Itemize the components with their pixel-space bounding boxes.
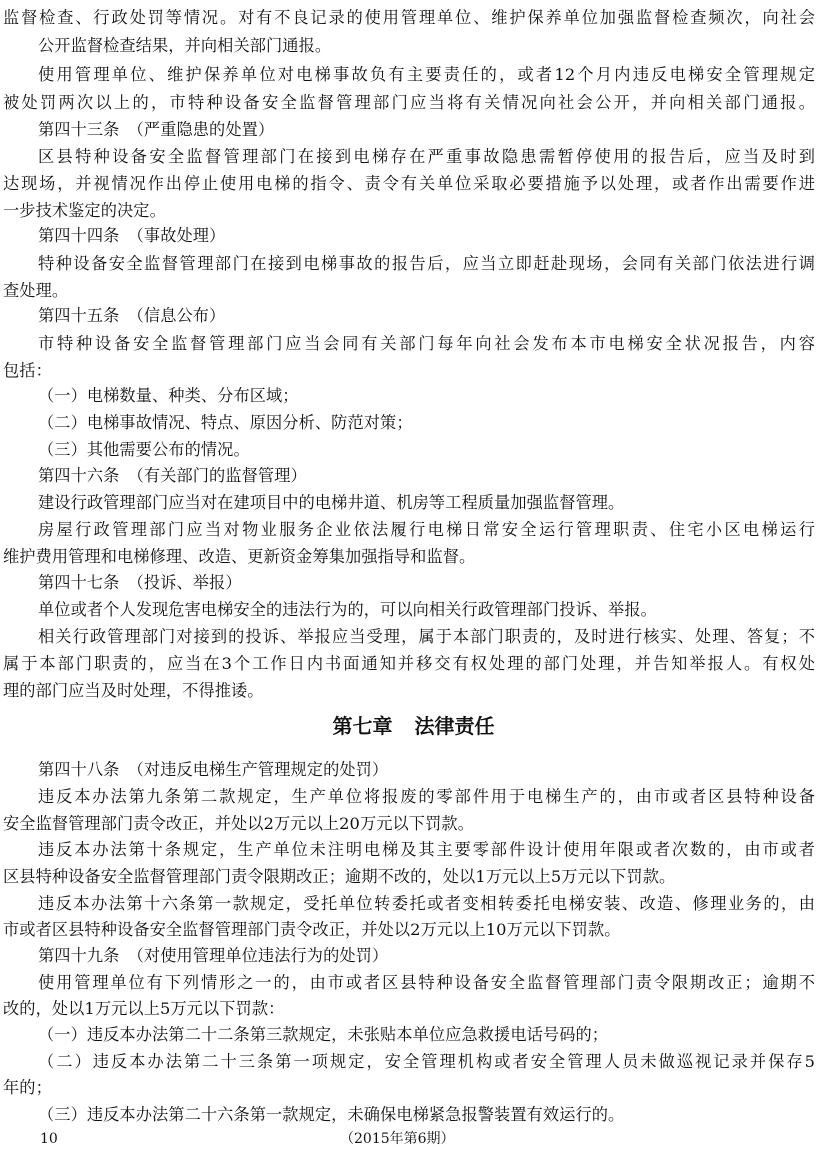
text-line: 属于本部门职责的，应当在3个工作日内书面通知并移交有权处理的部门处理，并告知举报人。有权处 xyxy=(3,654,815,673)
chapter-heading xyxy=(0,711,827,741)
text-line: 被处罚两次以上的，市特种设备安全监督管理部门应当将有关情况向社会公开，并向相关部门通报。 xyxy=(3,93,815,112)
article-heading: 第四十七条 （投诉、举报） xyxy=(38,573,242,592)
text-line: 年的； xyxy=(3,1078,52,1097)
article-heading: 第四十九条 （对使用管理单位违法行为的处罚） xyxy=(38,946,389,965)
article-heading: 第四十四条 （事故处理） xyxy=(38,226,226,245)
article-heading: 第四十八条 （对违反电梯生产管理规定的处罚） xyxy=(38,760,389,779)
issue-label: （2015年第6期） xyxy=(340,1131,455,1147)
list-item: （三）其他需要公布的情况。 xyxy=(38,440,250,459)
text-line: 市或者区县特种设备安全监督管理部门责令改正，并处以2万元以上10万元以下罚款。 xyxy=(3,920,621,939)
text-line: 使用管理单位有下列情形之一的，由市或者区县特种设备安全监督管理部门责令限期改正；逾期不 xyxy=(38,973,815,992)
list-item: （一）电梯数量、种类、分布区域； xyxy=(38,386,299,405)
chapter-number: 第七章 xyxy=(332,714,393,738)
list-item: （一）违反本办法第二十二条第三款规定，未张贴本单位应急救援电话号码的； xyxy=(38,1025,609,1044)
text-line: 达现场，并视情况作出停止使用电梯的指令、责令有关单位采取必要措施予以处理，或者作出需要作进 xyxy=(3,174,815,193)
text-line: 房屋行政管理部门应当对物业服务企业依法履行电梯日常安全运行管理职责、住宅小区电梯运行 xyxy=(38,520,815,539)
list-item: （三）违反本办法第二十六条第一款规定，未确保电梯紧急报警装置有效运行的。 xyxy=(38,1105,625,1124)
text-line: 使用管理单位、维护保养单位对电梯事故负有主要责任的，或者12个月内违反电梯安全管理规定 xyxy=(38,65,815,84)
text-line: 理的部门应当及时处理，不得推诿。 xyxy=(3,681,264,700)
list-item: （二）违反本办法第二十三条第一项规定，安全管理机构或者安全管理人员未做巡视记录并保存5 xyxy=(38,1052,815,1071)
article-heading: 第四十三条 （严重隐患的处置） xyxy=(38,120,275,139)
page-number: 10 xyxy=(40,1131,58,1147)
text-line: 安全监督管理部门责令改正，并处以2万元以上20万元以下罚款。 xyxy=(3,814,474,833)
text-line: 区县特种设备安全监督管理部门在接到电梯存在严重事故隐患需暂停使用的报告后，应当及时到 xyxy=(38,147,815,166)
text-line: 一步技术鉴定的决定。 xyxy=(3,201,166,220)
text-line: 监督检查、行政处罚等情况。对有不良记录的使用管理单位、维护保养单位加强监督检查频次，向社会 xyxy=(3,8,815,27)
text-line: 查处理。 xyxy=(3,281,69,300)
text-line: 相关行政管理部门对接到的投诉、举报应当受理，属于本部门职责的，及时进行核实、处理、答复；不 xyxy=(38,627,815,646)
list-item: （二）电梯事故情况、特点、原因分析、防范对策； xyxy=(38,413,413,432)
text-line: 改的，处以1万元以上5万元以下罚款： xyxy=(3,999,285,1018)
text-line: 违反本办法第九条第二款规定，生产单位将报废的零部件用于电梯生产的，由市或者区县特种设备 xyxy=(38,787,815,806)
text-line: 违反本办法第十六条第一款规定，受托单位转委托或者变相转委托电梯安装、改造、修理业务的，由 xyxy=(38,894,815,913)
article-heading: 第四十六条 （有关部门的监督管理） xyxy=(38,466,307,485)
text-line: 维护费用管理和电梯修理、改造、更新资金筹集加强指导和监督。 xyxy=(3,547,476,566)
chapter-title: 法律责任 xyxy=(414,714,495,738)
text-line: 特种设备安全监督管理部门在接到电梯事故的报告后，应当立即赶赴现场，会同有关部门依法进行调 xyxy=(38,254,815,273)
text-line: 建设行政管理部门应当对在建项目中的电梯井道、机房等工程质量加强监督管理。 xyxy=(38,493,625,512)
text-line: 公开监督检查结果，并向相关部门通报。 xyxy=(38,36,332,55)
text-line: 区县特种设备安全监督管理部门责令限期改正；逾期不改的，处以1万元以上5万元以下罚款。 xyxy=(3,867,676,886)
text-line: 包括： xyxy=(3,361,52,380)
text-line: 违反本办法第十条规定，生产单位未注明电梯及其主要零部件设计使用年限或者次数的，由市或者 xyxy=(38,840,815,859)
text-line: 单位或者个人发现危害电梯安全的违法行为的，可以向相关行政管理部门投诉、举报。 xyxy=(38,600,657,619)
article-heading: 第四十五条 （信息公布） xyxy=(38,306,226,325)
text-line: 市特种设备安全监督管理部门应当会同有关部门每年向社会发布本市电梯安全状况报告，内容 xyxy=(38,334,815,353)
